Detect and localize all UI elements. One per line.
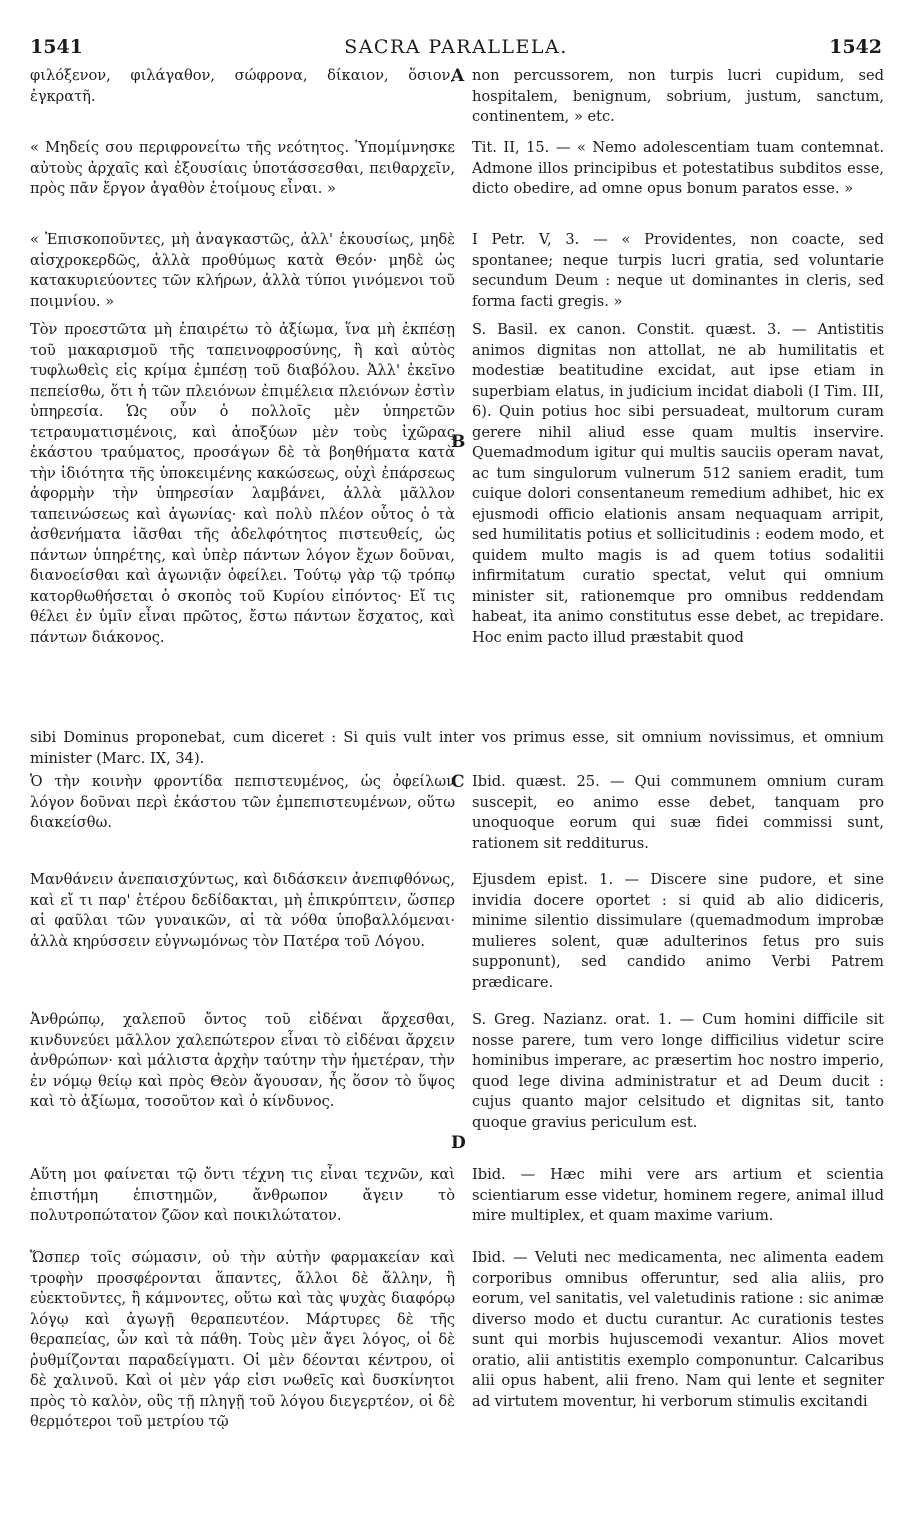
full-width-line: sibi Dominus proponebat, cum diceret : Si quis vult inter vos primus esse, sit omnium novissimus, et omnium minister (Marc. IX, 34). <box>30 729 884 767</box>
latin-paragraph: Ejusdem epist. 1. — Discere sine pudore, et sine invidia docere oportet : si quid ab alio didiceris, minime silentio dissimulare (quemadmodum improbæ mulieres solent, quæ adulterinos fetus pro suis supponunt), sed candido animo Verbi Patrem prædicare. <box>472 871 884 991</box>
page-header <box>30 36 882 62</box>
greek-paragraph: Αὕτη μοι φαίνεται τῷ ὄντι τέχνη τις εἶναι τεχνῶν, καὶ ἐπιστήμη ἐπιστημῶν, ἄνθρωπον ἄγειν τὸ πολυτροπώτατον ζῶον καὶ ποικιλώτατον. <box>30 1166 455 1224</box>
greek-paragraph: Μανθάνειν ἀνεπαισχύντως, καὶ διδάσκειν ἀνεπιφθόνως, καὶ εἴ τι παρ' ἑτέρου δεδίδακται, μὴ ἐπικρύπτειν, ὥσπερ αἱ φαῦλαι τῶν γυναικῶν, αἱ τὰ νόθα ὑποβαλλόμεναι· ἀλλὰ κηρύσσειν εὐγνωμόνως τὸν Πατέρα τοῦ Λόγου. <box>30 871 455 950</box>
running-title: SACRA PARALLELA. <box>344 36 568 58</box>
greek-paragraph: « Μηδείς σου περιφρονείτω τῆς νεότητος. Ὑπομίμνησκε αὐτοὺς ἀρχαῖς καὶ ἐξουσίαις ὑποτάσσεσθαι, πειθαρχεῖν, πρὸς πᾶν ἔργον ἀγαθὸν ἑτοίμους εἶναι. » <box>30 139 455 197</box>
greek-paragraph: φιλόξενον, φιλάγαθον, σώφρονα, δίκαιον, ὅσιον, ἐγκρατῆ. <box>30 67 455 105</box>
greek-paragraph: Ὁ τὴν κοινὴν φροντίδα πεπιστευμένος, ὡς ὀφείλων λόγον δοῦναι περὶ ἑκάστου τῶν ἐμπεπιστευμένων, οὕτω διακείσθω. <box>30 773 455 831</box>
margin-marker-d: D <box>451 1133 466 1153</box>
page-number-right: 1542 <box>829 36 882 58</box>
latin-paragraph: Ibid. quæst. 25. — Qui communem omnium curam suscepit, eo animo esse debet, tanquam pro unoquoque eorum qui suæ fidei commissi sunt, rationem sit redditurus. <box>472 773 884 852</box>
greek-paragraph: Ὥσπερ τοῖς σώμασιν, οὐ τὴν αὐτὴν φαρμακείαν καὶ τροφὴν προσφέρονται ἅπαντες, ἄλλοι δὲ ἄλλην, ἢ εὐεκτοῦντες, ἢ κάμνοντες, οὕτω καὶ τὰς ψυχὰς διαφόρῳ λόγῳ καὶ ἀγωγῇ θεραπευτέον. Μάρτυρες δὲ τῆς θεραπείας, ὧν καὶ τὰ πάθη. Τοὺς μὲν ἄγει λόγος, οἱ δὲ ῥυθμίζονται παραδείγματι. Οἱ μὲν δέονται κέντρου, οἱ δὲ χαλινοῦ. Καὶ οἱ μὲν γάρ εἰσι νωθεῖς καὶ δυσκίνητοι πρὸς τὸ καλὸν, οὓς τῇ πληγῇ τοῦ λόγου διεγερτέον, οἱ δὲ θερμότεροι τοῦ μετρίου τῷ <box>30 1249 455 1430</box>
margin-marker-c: C <box>451 772 465 792</box>
latin-paragraph: S. Basil. ex canon. Constit. quæst. 3. — Antistitis animos dignitas non attollat, ne ab humilitatis et modestiæ beatitudine excidat, aut ipse etiam in superbiam elatus, in judicium incidat diaboli (I Tim. III, 6). Quin potius hoc sibi persuadeat, multorum curam gerere nihil aliud esse quam multis inservire. Quemadmodum igitur qui multis sauciis operam navat, ac tum singulorum vulnerum 512 saniem eradit, tum cuique dolori consentaneum remedium adhibet, hic ex ejusmodi officio elationis ansam nequaquam arripit, sed humilitatis potius et sollicitudinis : eodem modo, et quidem multo magis is ad quem totius sodalitii infirmitatum curatio spectat, velut qui omnium minister sit, rationemque pro omnibus reddendam habeat, ita animo constitutus esse debet, ac trepidare. Hoc enim pacto illud præstabit quod <box>472 321 884 646</box>
page-number-left: 1541 <box>30 36 83 58</box>
margin-marker-b: B <box>451 432 466 452</box>
margin-marker-a: A <box>451 66 465 86</box>
greek-paragraph: « Ἐπισκοποῦντες, μὴ ἀναγκαστῶς, ἀλλ' ἑκουσίως, μηδὲ αἰσχροκερδῶς, ἀλλὰ προθύμως κατὰ Θεόν· μηδὲ ὡς κατακυριεύοντες τῶν κλήρων, ἀλλὰ τύποι γινόμενοι τοῦ ποιμνίου. » <box>30 231 455 310</box>
latin-paragraph: I Petr. V, 3. — « Providentes, non coacte, sed spontanee; neque turpis lucri gratia, sed voluntarie secundum Deum : neque ut dominantes in cleris, sed forma facti gregis. » <box>472 231 884 310</box>
greek-paragraph: Τὸν προεστῶτα μὴ ἐπαιρέτω τὸ ἀξίωμα, ἵνα μὴ ἐκπέσῃ τοῦ μακαρισμοῦ τῆς ταπεινοφροσύνης, ἢ καὶ αὐτὸς τυφλωθεὶς εἰς κρίμα ἐμπέσῃ τοῦ διαβόλου. Ἀλλ' ἐκεῖνο πεπείσθω, ὅτι ἡ τῶν πλειόνων ἐπιμέλεια πλειόνων ἐστὶν ὑπηρεσία. Ὡς οὖν ὁ πολλοῖς μὲν ὑπηρετῶν τετραυματισμένοις, καὶ ἀποξύων μὲν τοὺς ἰχῶρας ἑκάστου τραύματος, προσάγων δὲ τὰ βοηθήματα κατὰ τὴν ἰδιότητα τῆς ὑποκειμένης κακώσεως, οὐχὶ ἐπάρσεως ἀφορμὴν τὴν ὑπηρεσίαν λαμβάνει, ἀλλὰ μᾶλλον ταπεινώσεως καὶ ἀγωνίας· καὶ πολὺ πλέον οὗτος ὁ τὰ ἀσθενήματα ἰᾶσθαι τῆς ἀδελφότητος πιστευθείς, ὡς πάντων ὑπηρέτης, καὶ ὑπὲρ πάντων λόγον ἔχων δοῦναι, διανοείσθαι καὶ ἀγωνιᾷν ὀφείλει. Τούτῳ γὰρ τῷ τρόπῳ κατορθωθήσεται ὁ σκοπὸς τοῦ Κυρίου εἰπόντος· Εἴ τις θέλει ἐν ὑμῖν εἶναι πρῶτος, ἔστω πάντων ἔσχατος, καὶ πάντων διάκονος. <box>30 321 455 646</box>
latin-paragraph: Tit. II, 15. — « Nemo adolescentiam tuam contemnat. Admone illos principibus et potestatibus subditos esse, dicto obedire, ad omne opus bonum paratos esse. » <box>472 139 884 197</box>
greek-paragraph: Ἀνθρώπῳ, χαλεποῦ ὄντος τοῦ εἰδέναι ἄρχεσθαι, κινδυνεύει μᾶλλον χαλεπώτερον εἶναι τὸ εἰδέναι ἄρχειν ἀνθρώπων· καὶ μάλιστα ἀρχὴν ταύτην τὴν ἡμετέραν, τὴν ἐν νόμῳ θείῳ καὶ πρὸς Θεὸν ἄγουσαν, ἧς ὅσον τὸ ὕψος καὶ τὸ ἀξίωμα, τοσοῦτον καὶ ὁ κίνδυνος. <box>30 1011 455 1110</box>
latin-paragraph: Ibid. — Veluti nec medicamenta, nec alimenta eadem corporibus omnibus offeruntur, sed alia aliis, pro eorum, vel sanitatis, vel valetudinis ratione : sic animæ diverso modo et ductu curantur. Ac curationis testes sunt qui morbis hujuscemodi vexantur. Alios movet oratio, alii antistitis exemplo componuntur. Calcaribus alii opus habent, alii freno. Nam qui lente et segniter ad virtutem moventur, hi verborum stimulis excitandi <box>472 1249 884 1410</box>
latin-paragraph: Ibid. — Hæc mihi vere ars artium et scientia scientiarum esse videtur, hominem regere, animal illud mire multiplex, et quam maxime varium. <box>472 1166 884 1224</box>
latin-paragraph: non percussorem, non turpis lucri cupidum, sed hospitalem, benignum, sobrium, justum, sanctum, continentem, » etc. <box>472 67 884 125</box>
latin-paragraph: S. Greg. Nazianz. orat. 1. — Cum homini difficile sit nosse parere, tum vero longe difficilius videtur scire hominibus imperare, ac præsertim hoc nostro imperio, quod lege divina administratur et ad Deum ducit : cujus quanto major celsitudo et dignitas sit, tanto quoque gravius periculum est. <box>472 1011 884 1131</box>
